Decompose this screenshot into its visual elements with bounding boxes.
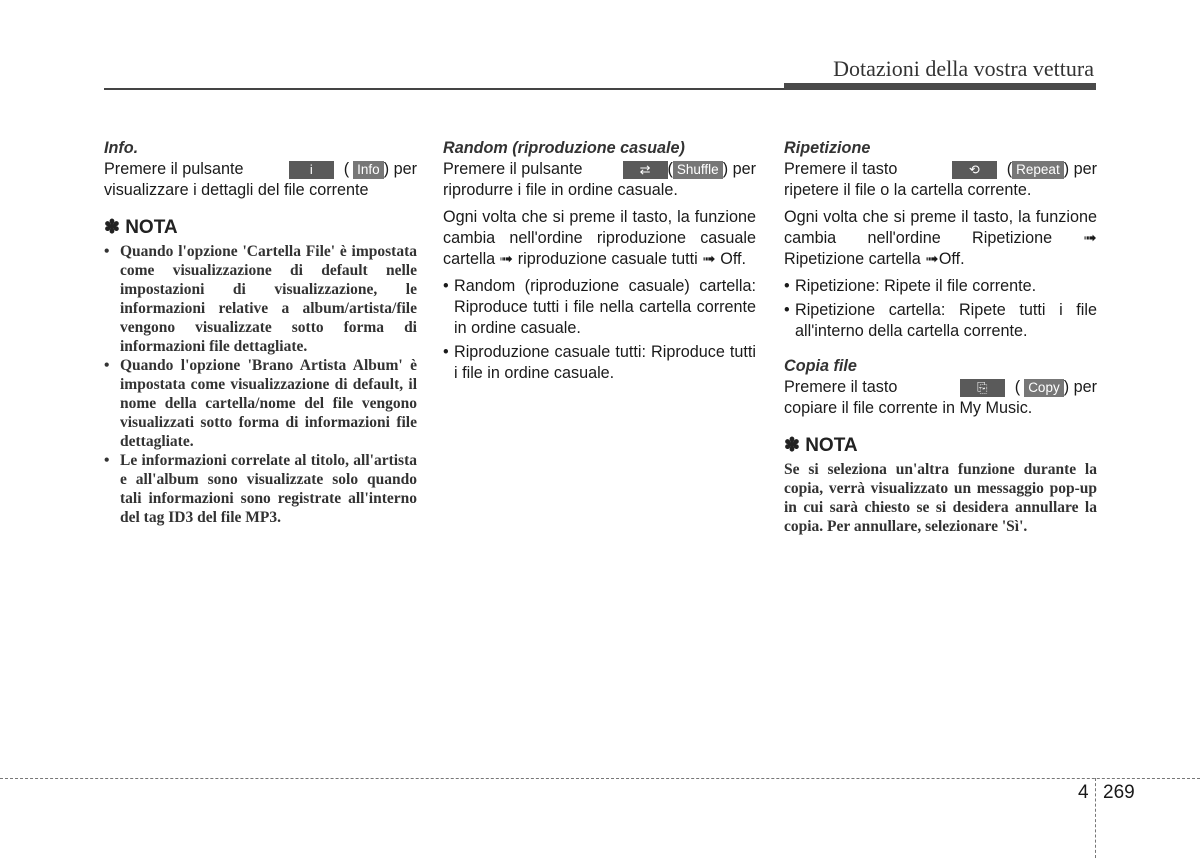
info-instruction-line2: visualizzare i dettagli del file corrente bbox=[104, 181, 369, 199]
nota-item: • Le informazioni correlate al titolo, all'artista e all'album sono visualizzate solo quando tali informazioni sono registrate all'interno del tag ID3 del file MP3. bbox=[104, 451, 417, 527]
nota-heading: ✽ NOTA bbox=[104, 217, 178, 238]
random-description: Ogni volta che si preme il tasto, la funzione cambia nell'ordine riproduzione casuale cartella ➟ riproduzione casuale tutti ➟ Off. bbox=[443, 208, 756, 268]
repeat-icon: ⟲ bbox=[952, 161, 997, 179]
footer-vertical-divider bbox=[1095, 778, 1096, 858]
section-heading-random: Random (riproduzione casuale) bbox=[443, 139, 685, 157]
paren-open: ( bbox=[1014, 378, 1021, 396]
info-label-badge: Info bbox=[353, 161, 384, 179]
copy-icon: ⎘ bbox=[960, 379, 1005, 397]
copy-instruction-line bbox=[784, 377, 1097, 398]
instruction-text-end: ) per bbox=[1063, 160, 1097, 178]
instruction-text: Premere il tasto bbox=[784, 160, 898, 178]
random-instruction-line bbox=[443, 159, 756, 180]
page-number: 269 bbox=[1103, 782, 1135, 803]
column-random bbox=[443, 138, 756, 387]
random-instruction-line2: riprodurre i file in ordine casuale. bbox=[443, 181, 678, 199]
repeat-options-list bbox=[784, 276, 1097, 342]
column-repeat-copy bbox=[784, 138, 1097, 536]
copy-instruction-line2: copiare il file corrente in My Music. bbox=[784, 399, 1033, 417]
shuffle-label-badge: Shuffle bbox=[673, 161, 723, 179]
shuffle-icon: ⇄ bbox=[623, 161, 668, 179]
instruction-text-end: ) per bbox=[1063, 378, 1097, 396]
nota-text: Se si seleziona un'altra funzione durante la copia, verrà visualizzato un messaggio pop-up in cui sarà chiesto se si desidera annullare la copia. Per annullare, selezionare 'Sì'. bbox=[784, 461, 1097, 535]
instruction-text-end: ) per bbox=[383, 160, 417, 178]
chapter-number: 4 bbox=[1078, 782, 1089, 803]
copy-label-badge: Copy bbox=[1024, 379, 1064, 397]
paren-open: ( bbox=[667, 160, 673, 178]
instruction-text: Premere il tasto bbox=[784, 378, 898, 396]
repeat-instruction-line bbox=[784, 159, 1097, 180]
list-item: • Ripetizione: Ripete il file corrente. bbox=[784, 276, 1097, 297]
instruction-text: Premere il pulsante bbox=[443, 160, 583, 178]
section-heading-copy: Copia file bbox=[784, 357, 857, 375]
column-info bbox=[104, 138, 417, 527]
nota-heading: ✽ NOTA bbox=[784, 435, 858, 456]
nota-item: • Quando l'opzione 'Brano Artista Album' è impostata come visualizzazione di default, il nome della cartella/nome del file vengono visualizzati sotto forma di informazioni file dettagliate. bbox=[104, 356, 417, 451]
info-instruction-line bbox=[104, 159, 417, 180]
nota-item: • Quando l'opzione 'Cartella File' è impostata come visualizzazione di default nelle impostazioni di visualizzazione, le informazioni relative a album/artista/file vengono visualizzate sotto forma di informazioni file dettagliate. bbox=[104, 242, 417, 356]
list-item: • Ripetizione cartella: Ripete tutti i file all'interno della cartella corrente. bbox=[784, 300, 1097, 342]
list-item: • Random (riproduzione casuale) cartella: Riproduce tutti i file nella cartella corrente in ordine casuale. bbox=[443, 276, 756, 339]
nota-list bbox=[104, 242, 417, 527]
section-heading-info: Info. bbox=[104, 139, 139, 157]
page-header-title: Dotazioni della vostra vettura bbox=[833, 56, 1094, 81]
instruction-text-end: ) per bbox=[722, 160, 756, 178]
repeat-description: Ogni volta che si preme il tasto, la funzione cambia nell'ordine Ripetizione ➟ Ripetizione cartella ➟Off. bbox=[784, 208, 1097, 268]
list-item: • Riproduzione casuale tutti: Riproduce tutti i file in ordine casuale. bbox=[443, 342, 756, 384]
footer-divider bbox=[0, 778, 1200, 779]
instruction-text: Premere il pulsante bbox=[104, 160, 244, 178]
repeat-instruction-line2: ripetere il file o la cartella corrente. bbox=[784, 181, 1032, 199]
info-button-icon: i bbox=[289, 161, 334, 179]
random-options-list bbox=[443, 276, 756, 384]
repeat-label-badge: Repeat bbox=[1012, 161, 1064, 179]
header-rule-accent bbox=[784, 83, 1096, 90]
section-heading-repeat: Ripetizione bbox=[784, 139, 871, 157]
paren-open: ( bbox=[1006, 160, 1013, 178]
paren-open: ( bbox=[343, 160, 350, 178]
